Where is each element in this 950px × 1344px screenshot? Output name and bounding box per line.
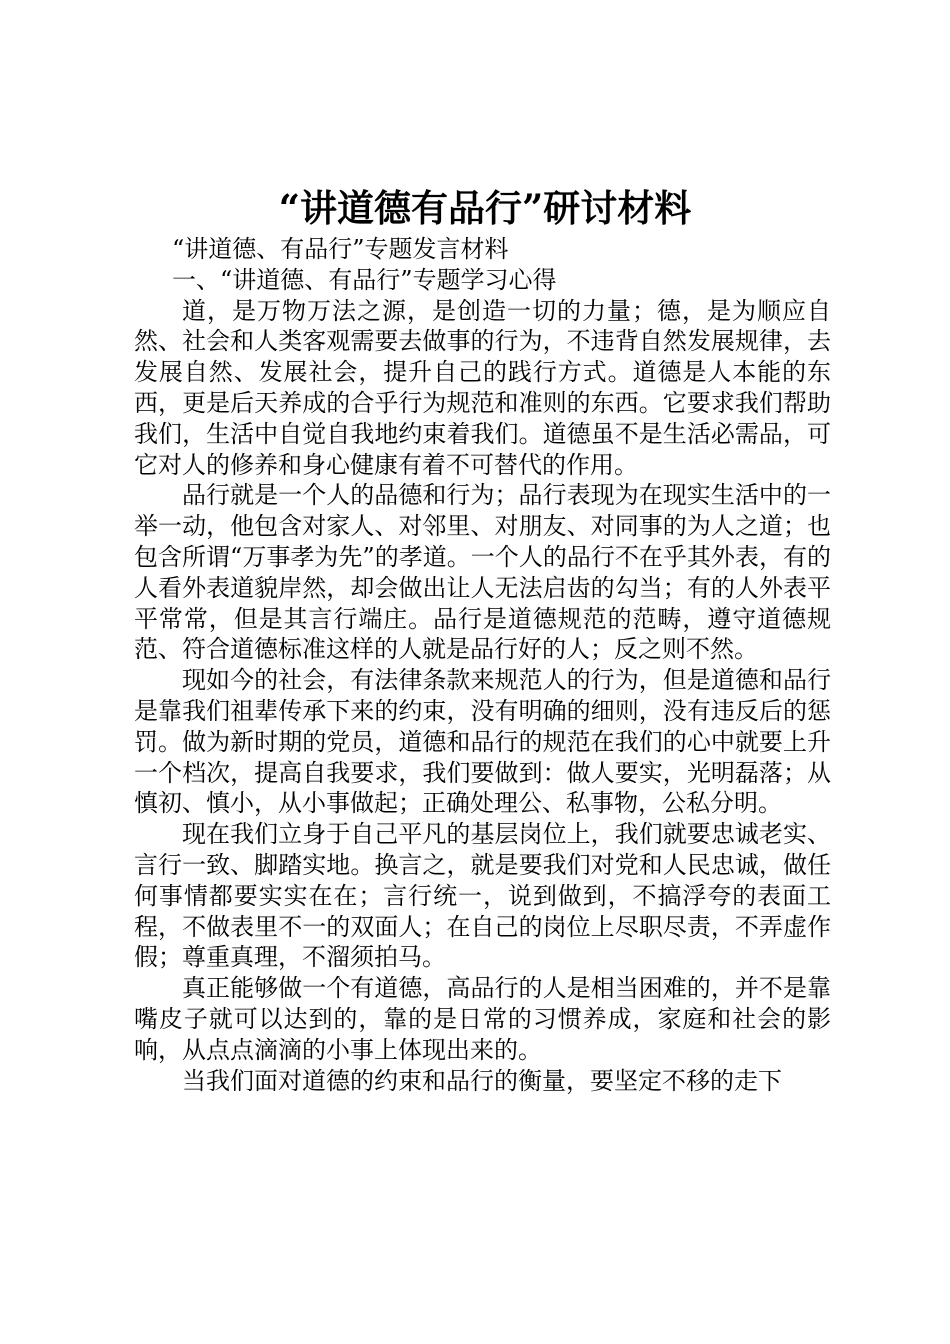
paragraph-6: 当我们面对道德的约束和品行的衡量，要坚定不移的走下 [182,1066,782,1095]
subtitle-line: “讲道德、有品行”专题发言材料 [172,235,509,263]
document-title: “讲道德有品行”研讨材料 [278,186,692,230]
paragraph-5: 真正能够做一个有道德，高品行的人是相当困难的，并不是靠嘴皮子就可以达到的，靠的是日常的习惯养成，家庭和社会的影响，从点点滴滴的小事上体现出来的。 [134,974,831,1064]
paragraph-3: 现如今的社会，有法律条款来规范人的行为，但是道德和品行是靠我们祖辈传承下来的约束，没有明确的细则，没有违反后的惩罚。做为新时期的党员，道德和品行的规范在我们的心中就要上升一个档次，提高自我要求，我们要做到：做人要实，光明磊落；从慎初、慎小，从小事做起；正确处理公、私事物，公私分明。 [134,666,831,818]
paragraph-1: 道，是万物万法之源，是创造一切的力量；德，是为顺应自然、社会和人类客观需要去做事的行为，不违背自然发展规律，去发展自然、发展社会，提升自己的践行方式。道德是人本能的东西，更是后天养成的合乎行为规范和准则的东西。它要求我们帮助我们，生活中自觉自我地约束着我们。道德虽不是生活必需品，可它对人的修养和身心健康有着不可替代的作用。 [134,296,831,479]
paragraph-2: 品行就是一个人的品德和行为；品行表现为在现实生活中的一举一动，他包含对家人、对邻里、对朋友、对同事的为人之道；也包含所谓“万事孝为先”的孝道。一个人的品行不在乎其外表，有的人看外表道貌岸然，却会做出让人无法启齿的勾当；有的人外表平平常常，但是其言行端庄。品行是道德规范的范畴，遵守道德规范、符合道德标准这样的人就是品行好的人；反之则不然。 [134,481,831,664]
section-heading: 一、“讲道德、有品行”专题学习心得 [172,265,557,294]
document-body [134,234,831,1096]
paragraph-4: 现在我们立身于自己平凡的基层岗位上，我们就要忠诚老实、言行一致、脚踏实地。换言之，就是要我们对党和人民忠诚，做任何事情都要实实在在；言行统一，说到做到，不搞浮夸的表面工程，不做表里不一的双面人；在自己的岗位上尽职尽责，不弄虚作假；尊重真理，不溜须拍马。 [134,820,831,972]
